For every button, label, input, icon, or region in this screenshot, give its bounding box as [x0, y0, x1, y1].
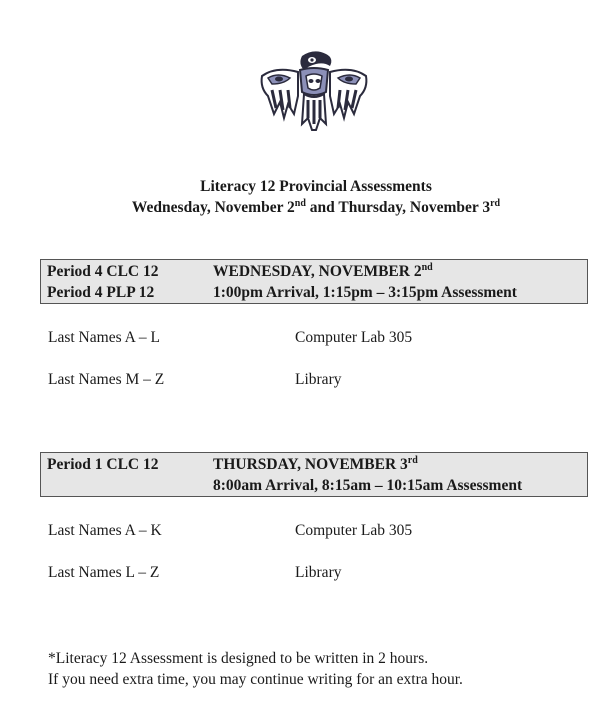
room-name: Computer Lab 305: [295, 329, 413, 346]
footnote-line-2: If you need extra time, you may continue writing for an extra hour.: [48, 671, 463, 688]
session-day: [213, 454, 418, 475]
title-line-2-sup-b: rd: [490, 197, 501, 209]
session-banner-wednesday: [40, 259, 588, 304]
period-label: Period 4 PLP 12: [47, 284, 155, 301]
last-names-range: Last Names A – L: [48, 329, 160, 346]
last-names-range: Last Names L – Z: [48, 564, 160, 581]
last-names-range: Last Names A – K: [48, 522, 162, 539]
location-row: [48, 370, 341, 390]
title-line-2-part-b: and Thursday, November 3: [305, 199, 491, 216]
page-title: [0, 176, 613, 218]
thunderbird-crest-icon: [254, 48, 374, 134]
session-day: [213, 261, 433, 282]
title-line-2-part-a: Wednesday, November 2: [131, 199, 295, 216]
period-label: Period 1 CLC 12: [47, 456, 159, 473]
period-label: Period 4 CLC 12: [47, 263, 159, 280]
title-line-2-sup-a: nd: [294, 197, 306, 209]
session-day-text: WEDNESDAY, NOVEMBER 2: [213, 263, 422, 280]
session-time: 1:00pm Arrival, 1:15pm – 3:15pm Assessment: [213, 284, 517, 301]
session-day-sup: nd: [421, 261, 433, 273]
room-name: Library: [295, 371, 342, 388]
session-banner-thursday: [40, 452, 588, 497]
room-name: Computer Lab 305: [295, 522, 413, 539]
title-line-1: Literacy 12 Provincial Assessments: [200, 178, 432, 195]
location-row: [48, 521, 412, 541]
session-day-text: THURSDAY, NOVEMBER 3: [213, 456, 408, 473]
session-day-sup: rd: [407, 454, 418, 466]
session-time: 8:00am Arrival, 8:15am – 10:15am Assessment: [213, 477, 523, 494]
last-names-range: Last Names M – Z: [48, 371, 165, 388]
footnote-line-1: *Literacy 12 Assessment is designed to be written in 2 hours.: [48, 650, 429, 667]
period-label: [47, 475, 213, 496]
footnote: [48, 648, 463, 690]
title-line-2: [0, 197, 613, 218]
location-row: [48, 328, 412, 348]
room-name: Library: [295, 564, 342, 581]
location-row: [48, 563, 341, 583]
